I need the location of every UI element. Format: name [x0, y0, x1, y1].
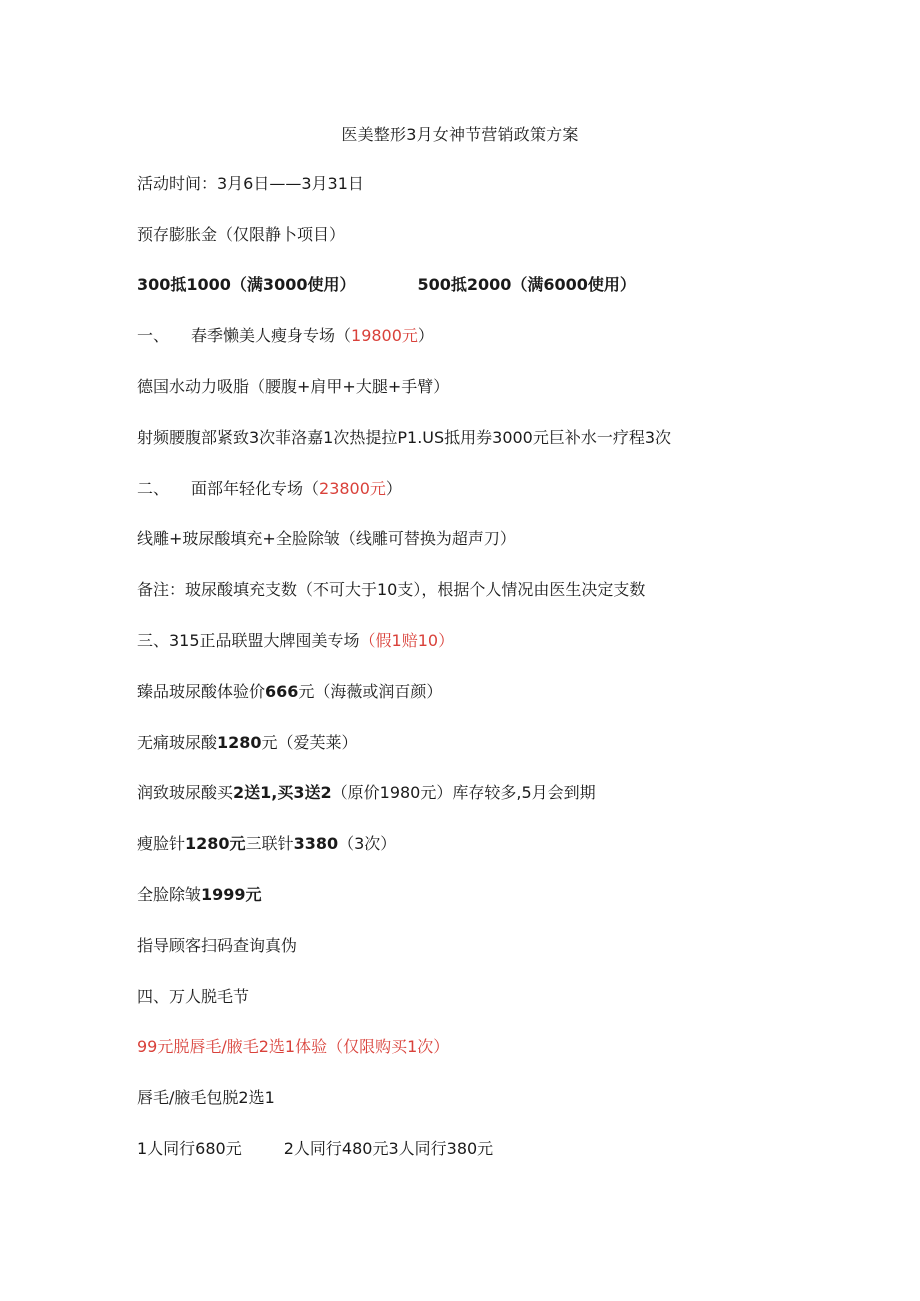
section-3-item-5 [137, 884, 262, 906]
item-text: 臻品玻尿酸体验价 [137, 682, 266, 701]
section-3-item-2 [137, 732, 358, 754]
item-offer: 2送1,买3送2 [233, 783, 332, 802]
section-1-item-1: 德国水动力吸脂（腰腹+肩甲+大腿+手臂） [137, 377, 450, 396]
group-price-1: 1人同行680元 [137, 1139, 242, 1158]
deposit-offers [137, 274, 636, 296]
deposit-offer-a: 300抵1000（满3000使用） [137, 275, 356, 294]
item-text: （3次） [338, 834, 397, 853]
section-3-item-4 [137, 833, 396, 855]
section-2-title: 面部年轻化专场（ [191, 479, 320, 498]
group-price-2-3: 2人同行480元3人同行380元 [283, 1139, 494, 1158]
item-price: 3380 [293, 834, 339, 853]
section-3-heading [137, 630, 454, 652]
item-price: 1999元 [201, 885, 262, 904]
section-1-paren: ） [417, 326, 434, 345]
section-2-item-1: 线雕+玻尿酸填充+全脸除皱（线雕可替换为超声刀） [137, 529, 516, 548]
item-text: 无痛玻尿酸 [137, 733, 218, 752]
section-4-item-1: 唇毛/腋毛包脱2选1 [137, 1088, 275, 1107]
section-3-item-6: 指导顾客扫码查询真伪 [137, 936, 298, 955]
section-4-item-2 [137, 1138, 493, 1160]
section-2-heading [137, 478, 402, 500]
deposit-heading: 预存膨胀金（仅限静卜项目） [137, 225, 346, 244]
section-1-heading [137, 325, 434, 347]
section-1-item-2: 射频腰腹部紧致3次菲洛嘉1次热提拉P1.US抵用券3000元巨补水一疗程3次 [137, 428, 672, 447]
item-price: 666 [265, 682, 299, 701]
section-3-title: 三、315正品联盟大牌囤美专场 [137, 631, 360, 650]
item-price: 1280 [217, 733, 262, 752]
item-text: 元（爱芙莱） [261, 733, 358, 752]
section-3-item-3 [137, 782, 596, 804]
item-text: 瘦脸针 [137, 834, 186, 853]
page-title: 医美整形3月女神节营销政策方案 [341, 125, 579, 144]
item-text: 三联针 [245, 834, 294, 853]
section-4-heading: 四、万人脱毛节 [137, 987, 250, 1006]
section-4-promo: 99元脱唇毛/腋毛2选1体验（仅限购买1次） [137, 1037, 450, 1056]
section-3-item-1 [137, 681, 442, 703]
item-text: 元（海薇或润百颜） [298, 682, 443, 701]
item-price: 1280元 [185, 834, 246, 853]
section-1-title: 春季懒美人瘦身专场（ [191, 326, 352, 345]
section-1-price: 19800元 [351, 326, 418, 345]
section-2-note: 备注：玻尿酸填充支数（不可大于10支），根据个人情况由医生决定支数 [137, 580, 646, 599]
section-2-number: 二、 [137, 479, 170, 498]
item-text: （原价1980元）库存较多,5月会到期 [331, 783, 596, 802]
item-text: 润致玻尿酸买 [137, 783, 234, 802]
section-1-number: 一、 [137, 326, 170, 345]
section-2-paren: ） [385, 479, 402, 498]
deposit-offer-b: 500抵2000（满6000使用） [417, 275, 636, 294]
activity-time: 活动时间：3月6日——3月31日 [137, 174, 364, 193]
item-text: 全脸除皱 [137, 885, 202, 904]
section-2-price: 23800元 [319, 479, 386, 498]
section-3-guarantee: （假1赔10） [359, 631, 455, 650]
